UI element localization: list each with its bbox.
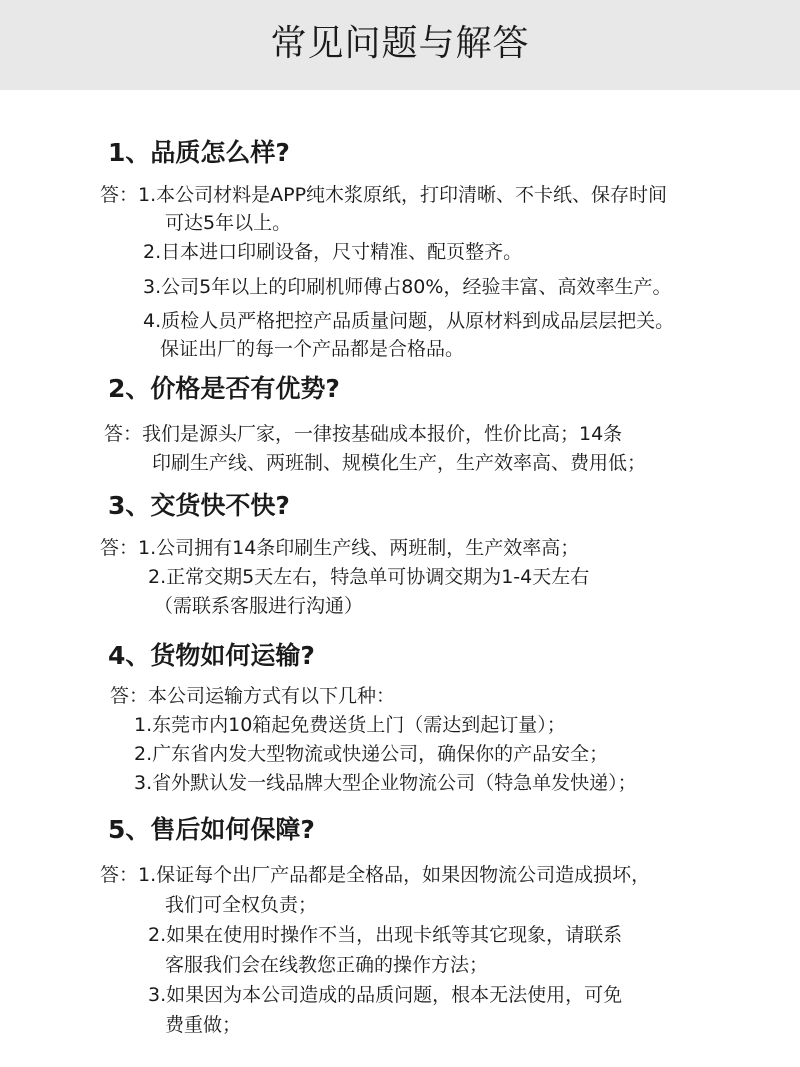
faq-answer-line: 费重做；: [165, 1014, 242, 1036]
faq-question-1: 1、品质怎么样?: [108, 138, 290, 167]
faq-answer-line: 答：1.公司拥有14条印刷生产线、两班制，生产效率高；: [100, 537, 580, 559]
faq-answer-line: 2.正常交期5天左右，特急单可协调交期为1-4天左右: [148, 566, 590, 588]
faq-answer-line: （需联系客服进行沟通）: [154, 595, 364, 617]
faq-answer-line: 印刷生产线、两班制、规模化生产，生产效率高、费用低；: [152, 452, 647, 474]
faq-answer-line: 2.日本进口印刷设备，尺寸精准、配页整齐。: [143, 241, 523, 263]
faq-question-4: 4、货物如何运输?: [108, 641, 315, 670]
faq-answer-line: 我们可全权负责；: [165, 894, 318, 916]
faq-answer-line: 2.如果在使用时操作不当，出现卡纸等其它现象，请联系: [148, 924, 623, 946]
faq-answer-line: 3.如果因为本公司造成的品质问题，根本无法使用，可免: [148, 984, 623, 1006]
page-header: [0, 0, 800, 90]
faq-answer-line: 1.东莞市内10箱起免费送货上门（需达到起订量）；: [134, 714, 566, 736]
faq-question-5: 5、售后如何保障?: [108, 815, 315, 844]
faq-answer-line: 3.省外默认发一线品牌大型企业物流公司（特急单发快递）；: [134, 772, 637, 794]
faq-answer-line: 答：1.本公司材料是APP纯木浆原纸，打印清晰、不卡纸、保存时间: [100, 184, 668, 206]
faq-answer-line: 客服我们会在线教您正确的操作方法；: [165, 954, 489, 976]
faq-answer-line: 答：1.保证每个出厂产品都是全格品，如果因物流公司造成损坏，: [100, 864, 651, 886]
faq-answer-line: 答：本公司运输方式有以下几种：: [110, 685, 396, 707]
faq-question-3: 3、交货快不快?: [108, 491, 290, 520]
faq-question-2: 2、价格是否有优势?: [108, 374, 340, 403]
faq-answer-line: 可达5年以上。: [165, 212, 292, 234]
faq-answer-line: 4.质检人员严格把控产品质量问题，从原材料到成品层层把关。: [143, 310, 675, 332]
faq-answer-line: 保证出厂的每一个产品都是合格品。: [160, 338, 465, 360]
faq-answer-line: 3.公司5年以上的印刷机师傅占80%，经验丰富、高效率生产。: [143, 276, 672, 298]
page-title: 常见问题与解答: [270, 23, 530, 64]
faq-answer-line: 2.广东省内发大型物流或快递公司，确保你的产品安全；: [134, 743, 609, 765]
faq-answer-line: 答：我们是源头厂家，一律按基础成本报价，性价比高；14条: [104, 423, 623, 445]
